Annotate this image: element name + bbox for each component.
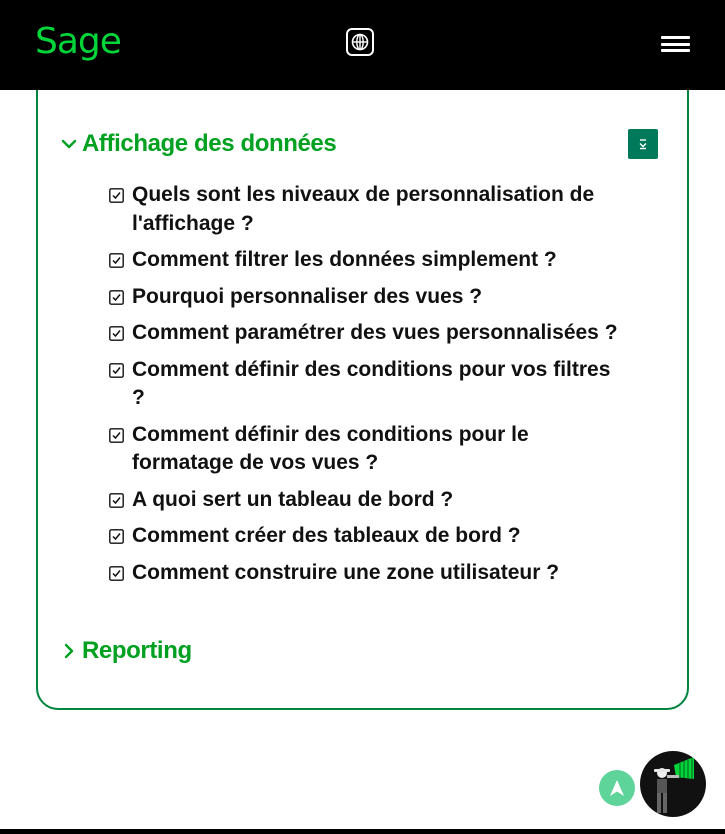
faq-item-label: Pourquoi personnaliser des vues ?: [132, 284, 483, 308]
checkbox-icon: [109, 363, 124, 378]
hamburger-menu-icon[interactable]: [661, 36, 690, 52]
chevron-right-icon: [60, 642, 78, 660]
assistant-avatar-icon: [640, 751, 706, 817]
faq-list-affichage: [109, 181, 629, 595]
faq-item[interactable]: [109, 319, 629, 348]
faq-item-label: Comment construire une zone utilisateur ?: [132, 560, 560, 584]
scroll-to-top-button[interactable]: [599, 770, 635, 806]
faq-item[interactable]: [109, 421, 629, 478]
faq-item[interactable]: [109, 356, 629, 413]
checkbox-icon: [109, 290, 124, 305]
faq-item[interactable]: [109, 283, 629, 312]
arrow-up-icon: [609, 779, 625, 797]
checkbox-icon: [109, 188, 124, 203]
faq-item-label: Comment filtrer les données simplement ?: [132, 248, 557, 271]
chat-assistant-button[interactable]: [640, 751, 706, 817]
checkbox-icon: [109, 566, 124, 581]
faq-item[interactable]: [109, 486, 629, 515]
faq-item[interactable]: [109, 559, 629, 588]
faq-item-label: Comment paramétrer des vues personnalisées ?: [132, 321, 618, 344]
section-header-reporting[interactable]: [60, 637, 192, 665]
collapse-icon: [637, 138, 649, 150]
globe-icon: [351, 33, 369, 51]
faq-item[interactable]: [109, 181, 629, 238]
collapse-section-button[interactable]: [628, 129, 658, 159]
faq-item[interactable]: [109, 246, 629, 275]
site-header: [0, 0, 725, 90]
section-title-affichage: Affichage des données: [82, 130, 337, 157]
language-button[interactable]: [346, 28, 374, 56]
checkbox-icon: [109, 253, 124, 268]
section-title-reporting: Reporting: [82, 637, 192, 664]
checkbox-icon: [109, 493, 124, 508]
bottom-bar: [0, 829, 725, 834]
checkbox-icon: [109, 529, 124, 544]
faq-item-label: Quels sont les niveaux de personnalisation de l'affichage ?: [132, 183, 595, 235]
faq-item-label: Comment définir des conditions pour le formatage de vos vues ?: [132, 422, 529, 474]
checkbox-icon: [109, 428, 124, 443]
section-header-affichage[interactable]: [60, 130, 336, 158]
faq-item-label: Comment définir des conditions pour vos filtres ?: [132, 357, 611, 409]
chevron-down-icon: [60, 135, 78, 153]
sage-logo[interactable]: Sage: [35, 21, 121, 62]
faq-item-label: Comment créer des tableaux de bord ?: [132, 524, 521, 547]
faq-item[interactable]: [109, 522, 629, 551]
faq-item-label: A quoi sert un tableau de bord ?: [132, 487, 454, 511]
checkbox-icon: [109, 326, 124, 341]
